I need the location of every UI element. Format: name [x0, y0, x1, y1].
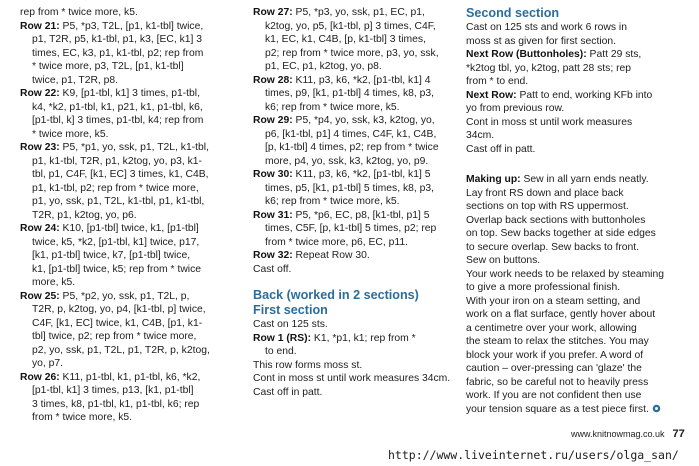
row-label: Row 22: — [20, 88, 60, 99]
making-up-line — [466, 214, 690, 228]
making-up-line — [466, 376, 690, 390]
making-up-text: Sew in all yarn ends neatly. — [523, 174, 649, 185]
first-section-row1-cont: to end. — [265, 346, 297, 357]
row-text: from * twice more, p6, EC, p11. — [265, 236, 408, 248]
row-text: * twice more, p3, T2L, [p1, k1-tbl] — [32, 61, 184, 72]
row-text: k6; rep from * twice more, k5. — [265, 101, 400, 113]
c2-line — [253, 141, 461, 155]
making-up-line — [466, 362, 690, 376]
making-up-text: work on a flat surface, gently hover about — [466, 309, 656, 320]
c1-line — [20, 87, 242, 101]
making-up-text: With your iron on a steam setting, and — [466, 295, 641, 307]
making-up-text: Lay front RS down and place back — [466, 187, 624, 199]
making-up-line — [466, 241, 690, 255]
moss-stitch-note: This row forms moss st. — [253, 359, 363, 371]
c1-line — [20, 60, 242, 74]
first-section-cast-on: Cast on 125 sts. — [253, 319, 328, 330]
c2-line — [253, 249, 461, 263]
row-text: [p, k1-tbl] 4 times, p2; rep from * twice — [265, 142, 439, 153]
row-text: p1, EC, p1, k2tog, yo, p8. — [265, 61, 382, 72]
buttonhole-row-3: from * to end. — [466, 76, 529, 87]
first-section-continue: Cont in moss st until work measures 34cm. — [253, 373, 451, 384]
c1-line — [20, 330, 242, 344]
c1-line — [20, 303, 242, 317]
row-text: p1, yo, ssk, p1, T2L, k1-tbl, p1, k1-tbl, — [32, 196, 205, 207]
second-section-intro-2: moss st as given for first section. — [466, 35, 617, 47]
second-section-cont-2: 34cm. — [466, 130, 495, 141]
row-label: Row 29: — [253, 115, 293, 126]
page-footer — [571, 428, 685, 440]
row-label: Row 32: — [253, 250, 293, 261]
c1-line — [20, 317, 242, 331]
column-1 — [20, 6, 242, 425]
row-text: * twice more, k5. — [32, 128, 109, 140]
row-text: k1, [p1-tbl] twice, k5; rep from * twice — [32, 263, 202, 275]
c1-line — [20, 209, 242, 223]
c1-line — [20, 290, 242, 304]
column-3 — [466, 6, 690, 416]
row-text: p2; rep from * twice more, p3, yo, ssk, — [265, 47, 439, 59]
c2-line — [253, 236, 461, 250]
row-label: Row 28: — [253, 74, 293, 86]
row-text: 3 times, k8, p1-tbl, k1, p1-tbl, k6; rep — [32, 398, 200, 410]
row-text: T2R, p, k2tog, yo, p4, [k1-tbl, p] twice, — [32, 304, 206, 315]
c2-line — [253, 182, 461, 196]
row-label: Row 27: — [253, 7, 293, 18]
column-2 — [253, 6, 461, 399]
row-text: K9, [p1-tbl, k1] 3 times, p1-tbl, — [62, 88, 200, 99]
c2-line — [253, 74, 461, 88]
c1-line — [20, 411, 242, 425]
c1-line — [20, 263, 242, 277]
row-text: k6; rep from * twice more, k5. — [265, 196, 400, 207]
row-text: p6, [k1-tbl, p1] 4 times, C4F, k1, C4B, — [265, 128, 437, 140]
row-label: Row 25: — [20, 290, 60, 302]
cast-off-text: Cast off. — [253, 263, 292, 275]
making-up-text: sections on top with RS uppermost. — [466, 201, 629, 212]
c1-line — [20, 371, 242, 385]
buttonhole-row: Next Row (Buttonholes): Patt 29 sts, — [466, 49, 642, 60]
making-up-line — [466, 173, 690, 187]
row-text: times, C5F, [p, k1-tbl] 5 times, p2; rep — [265, 223, 437, 234]
buttonhole-row-2: *k2tog tbl, yo, k2tog, patt 28 sts; rep — [466, 62, 632, 74]
row-label: Row 21: — [20, 20, 60, 32]
c1-line — [20, 74, 242, 88]
row-text: p1, T2R, p5, k1-tbl, p1, k3, [EC, k1] 3 — [32, 34, 202, 45]
row-text: p1, k1-tbl, p2; rep from * twice more, — [32, 182, 199, 194]
row-text: [k1, p1-tbl] twice, k7, [p1-tbl] twice, — [32, 250, 191, 261]
back-heading: Back (worked in 2 sections) — [253, 288, 419, 302]
c1-line — [20, 276, 242, 290]
row-text: twice, k5, *k2, [p1-tbl, k1] twice, p17, — [32, 236, 200, 248]
c1-line — [20, 114, 242, 128]
c2-line — [253, 87, 461, 101]
making-up-line — [466, 389, 690, 403]
c1-line — [20, 128, 242, 142]
row-label: Row 24: — [20, 223, 60, 234]
making-up-line — [466, 281, 690, 295]
row-text: rep from * twice more, k5. — [20, 7, 138, 18]
watermark-url: http://www.liveinternet.ru/users/olga_san/ — [388, 448, 679, 462]
second-section-cont-1: Cont in moss st until work measures — [466, 116, 633, 128]
next-row: Next Row: Patt to end, working KFb into — [466, 89, 653, 101]
first-section-heading: First section — [253, 303, 328, 317]
row-text: Repeat Row 30. — [295, 250, 370, 261]
c1-line — [20, 101, 242, 115]
making-up-line — [466, 349, 690, 363]
row-text: K11, p3, k6, *k2, [p1-tbl, k1] 4 — [295, 74, 431, 86]
pattern-rows-27-32 — [253, 6, 461, 263]
making-up-text: Sew on buttons. — [466, 255, 541, 266]
second-section-heading: Second section — [466, 6, 560, 20]
row-text: p2, yo, ssk, p1, T2L, p1, T2R, p, k2tog, — [32, 344, 210, 356]
making-up-text: Your work needs to be relaxed by steaming — [466, 268, 664, 280]
c2-line — [253, 60, 461, 74]
row-text: more, k5. — [32, 277, 76, 288]
c2-line — [253, 168, 461, 182]
row-text: twice, p1, T2R, p8. — [32, 74, 119, 86]
making-up-line — [466, 227, 690, 241]
row-text: P5, *p3, yo, ssk, p1, EC, p1, — [295, 7, 425, 18]
row-text: k1, EC, k1, C4B, [p, k1-tbl] 3 times, — [265, 34, 426, 45]
c2-line — [253, 128, 461, 142]
c2-line — [253, 209, 461, 223]
c1-line — [20, 20, 242, 34]
row-text: k2tog, yo, p5, [k1-tbl, p] 3 times, C4F, — [265, 20, 436, 32]
c2-line — [253, 20, 461, 34]
end-mark-icon — [652, 404, 661, 413]
c1-line — [20, 33, 242, 47]
making-up-text: the steam to relax the stitches. You may — [466, 336, 649, 347]
making-up-line — [466, 200, 690, 214]
making-up-line — [466, 187, 690, 201]
c1-line — [20, 47, 242, 61]
row-text: P5, *p6, EC, p8, [k1-tbl, p1] 5 — [295, 209, 430, 221]
c2-line — [253, 222, 461, 236]
row-text: C4F, [k1, EC] twice, k1, C4B, [p1, k1- — [32, 317, 203, 329]
row-text: tbl] twice, p2; rep from * twice more, — [32, 331, 197, 342]
row-text: yo, p7. — [32, 358, 64, 369]
row-text: [p1-tbl, k] 3 times, p1-tbl, k4; rep from — [32, 115, 204, 126]
c2-line — [253, 33, 461, 47]
c1-line — [20, 384, 242, 398]
first-section-cast-off: Cast off in patt. — [253, 386, 323, 398]
row-text: k4, *k2, p1-tbl, k1, p21, k1, p1-tbl, k6, — [32, 101, 203, 113]
c2-line — [253, 47, 461, 61]
c1-line — [20, 344, 242, 358]
row-text: from * twice more, k5. — [32, 412, 133, 423]
making-up-text: work. If you are not confident then use — [466, 390, 642, 401]
row-text: [p1-tbl, k1] 3 times, p13, [k1, p1-tbl] — [32, 385, 194, 396]
c1-line — [20, 249, 242, 263]
row-text: times, EC, k3, p1, k1-tbl, p2; rep from — [32, 47, 204, 59]
c2-line — [253, 155, 461, 169]
making-up-text: a centimetre over your work, allowing — [466, 322, 637, 334]
row-text: more, p4, yo, ssk, k3, k2tog, yo, p9. — [265, 155, 429, 167]
c1-line — [20, 6, 242, 20]
c1-line — [20, 357, 242, 371]
making-up-line — [466, 335, 690, 349]
c1-line — [20, 236, 242, 250]
second-section-intro-1: Cast on 125 sts and work 6 rows in — [466, 22, 627, 33]
next-row-2: yo from previous row. — [466, 103, 565, 114]
c2-line — [253, 101, 461, 115]
c2-line — [253, 114, 461, 128]
row-label: Row 26: — [20, 371, 60, 383]
c1-line — [20, 168, 242, 182]
row-text: K11, p1-tbl, k1, p1-tbl, k6, *k2, — [62, 371, 201, 383]
c1-line — [20, 222, 242, 236]
making-up-label: Making up: — [466, 174, 521, 185]
row-text: times, p9, [k1, p1-tbl] 4 times, k8, p3, — [265, 88, 435, 99]
making-up-text: to secure overlap. Sew backs to front. — [466, 241, 640, 253]
row-label: Row 23: — [20, 142, 60, 153]
row-text: P5, *p1, yo, ssk, p1, T2L, k1-tbl, — [62, 142, 209, 153]
c1-line — [20, 398, 242, 412]
c2-line — [253, 195, 461, 209]
making-up-line — [466, 403, 690, 417]
c1-line — [20, 182, 242, 196]
second-section-cast-off: Cast off in patt. — [466, 143, 536, 155]
making-up-line — [466, 308, 690, 322]
making-up-text: to give a more professional finish. — [466, 282, 621, 293]
making-up-line — [466, 268, 690, 282]
row-text: P5, *p2, yo, ssk, p1, T2L, p, — [62, 290, 190, 302]
making-up-text: block your work if you prefer. A word of — [466, 349, 644, 361]
row-text: times, p5, [k1, p1-tbl] 5 times, k8, p3, — [265, 182, 435, 194]
making-up-text: on top. Sew backs together at side edges — [466, 228, 656, 239]
making-up-line — [466, 295, 690, 309]
row-text: P5, *p4, yo, ssk, k3, k2tog, yo, — [295, 115, 435, 126]
making-up-text: fabric, so be careful not to heavily press — [466, 376, 649, 388]
first-section-row1: Row 1 (RS): K1, *p1, k1; rep from * — [253, 332, 416, 344]
c2-line — [253, 6, 461, 20]
row-text: K11, p3, k6, *k2, [p1-tbl, k1] 5 — [295, 169, 431, 180]
making-up-section — [466, 173, 690, 416]
making-up-text: your tension square as a test piece first. — [466, 403, 649, 415]
row-text: T2R, p1, k2tog, yo, p6. — [32, 209, 137, 221]
making-up-text: caution – over-pressing can 'glaze' the — [466, 363, 642, 374]
c1-line — [20, 141, 242, 155]
row-text: p1, k1-tbl, T2R, p1, k2tog, yo, p3, k1- — [32, 155, 202, 167]
row-label: Row 31: — [253, 209, 293, 221]
row-text: P5, *p3, T2L, [p1, k1-tbl] twice, — [62, 20, 204, 32]
c1-line — [20, 195, 242, 209]
c1-line — [20, 155, 242, 169]
making-up-line — [466, 322, 690, 336]
row-text: tbl, p1, C4F, [k1, EC] 3 times, k1, C4B, — [32, 169, 209, 180]
row-text: K10, [p1-tbl] twice, k1, [p1-tbl] — [62, 223, 199, 234]
making-up-line — [466, 254, 690, 268]
row-label: Row 30: — [253, 169, 293, 180]
page-number: 77 — [672, 428, 685, 440]
site-url: www.knitnowmag.co.uk — [571, 429, 665, 439]
making-up-text: Overlap back sections with buttonholes — [466, 214, 646, 226]
